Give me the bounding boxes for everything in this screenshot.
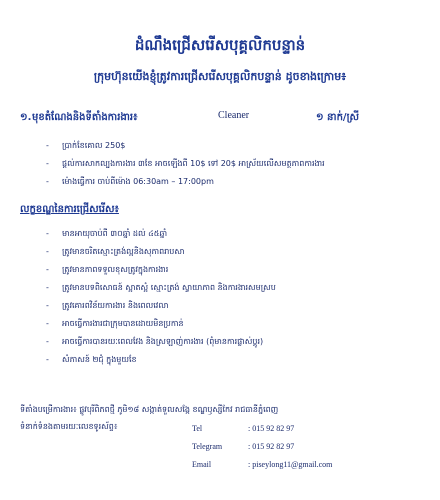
list-item: - ម៉ោងធ្វើការ ចាប់ពីម៉ោង 06:30am – 17:00pm — [46, 176, 325, 194]
position-count: ១ នាក់/ស្រី — [316, 112, 360, 123]
workplace-note: ទីតាំងបម្រើការងារ៖ ផ្លូវបុរីពិភពថ្មី ភូមិ១៨ សង្កាត់ទួលសង្កែ ខណ្ឌឫស្សីកែវ រាជធានីភ្នំពេញ — [20, 405, 279, 414]
list-item: - មានអាយុចាប់ពី ៣០ឆ្នាំ ដល់ ៤៥ឆ្នាំ — [46, 228, 276, 246]
job-details-list — [46, 140, 325, 194]
list-item: - ប្រាក់ខែគោល 250$ — [46, 140, 325, 158]
position-role: Cleaner — [218, 110, 250, 121]
telegram-label: Telegram — [192, 442, 223, 451]
announcement-title: ដំណឹងជ្រើសរើសបុគ្គលិកបន្ទាន់ — [134, 36, 306, 54]
tel-value: : 015 92 82 97 — [248, 424, 295, 433]
announcement-subtitle: ក្រុមហ៊ុនយើងខ្ញុំត្រូវការជ្រើសរើសបុគ្គលិកបន្ទាន់ ដូចខាងក្រោម៖ — [93, 70, 347, 83]
list-item: - ត្រូវគោរពវិន័យការងារ និងពេលវេលា — [46, 300, 276, 318]
list-item: - អាចធ្វើការងារជាក្រុមបានដោយមិនប្រកាន់ — [46, 318, 276, 336]
list-item: - ត្រូវមានភាពទទួលខុសត្រូវក្នុងការងារ — [46, 264, 276, 282]
list-item: - ត្រូវមានបទពិសោធន៍ ស្អាតស្អំ ស្មោះត្រង់ ស្វាយាភាព និងការងារសមស្រប — [46, 282, 276, 300]
list-item: - អាចធ្វើការបានរយៈពេលវែង និងស្រឡាញ់ការងារ (ពុំមានការផ្លាស់ប្តូរ) — [46, 336, 276, 354]
tel-label: Tel — [192, 424, 203, 433]
requirements-heading: លក្ខខណ្ឌនៃការជ្រើសរើស៖ — [20, 204, 119, 215]
contact-label: ទំនាក់ទំនងតាមរយៈលេខទូរស័ព្ទ៖ — [20, 422, 118, 431]
position-number: ១. — [20, 112, 32, 123]
position-title: មុខតំណែងនិងទីតាំងការងារ៖ — [32, 112, 138, 123]
email-value: : piseylong11@gmail.com — [248, 460, 333, 469]
list-item: - ផ្តល់ការសាកល្បងការងារ ៣ខែ អាចឡើងពី 10$ ទៅ 20$ អាស្រ័យលើសមត្ថភាពការងារ — [46, 158, 325, 176]
requirements-list — [46, 228, 276, 372]
list-item: - សំភាសន៍ ២ជុំ ក្នុងមួយខែ — [46, 354, 276, 372]
position-row — [20, 110, 420, 126]
email-label: Email — [192, 460, 212, 469]
telegram-value: : 015 92 82 97 — [248, 442, 295, 451]
list-item: - ត្រូវមានចរិតស្មោះត្រង់ល្អនិងសុភាពរាបសា — [46, 246, 276, 264]
